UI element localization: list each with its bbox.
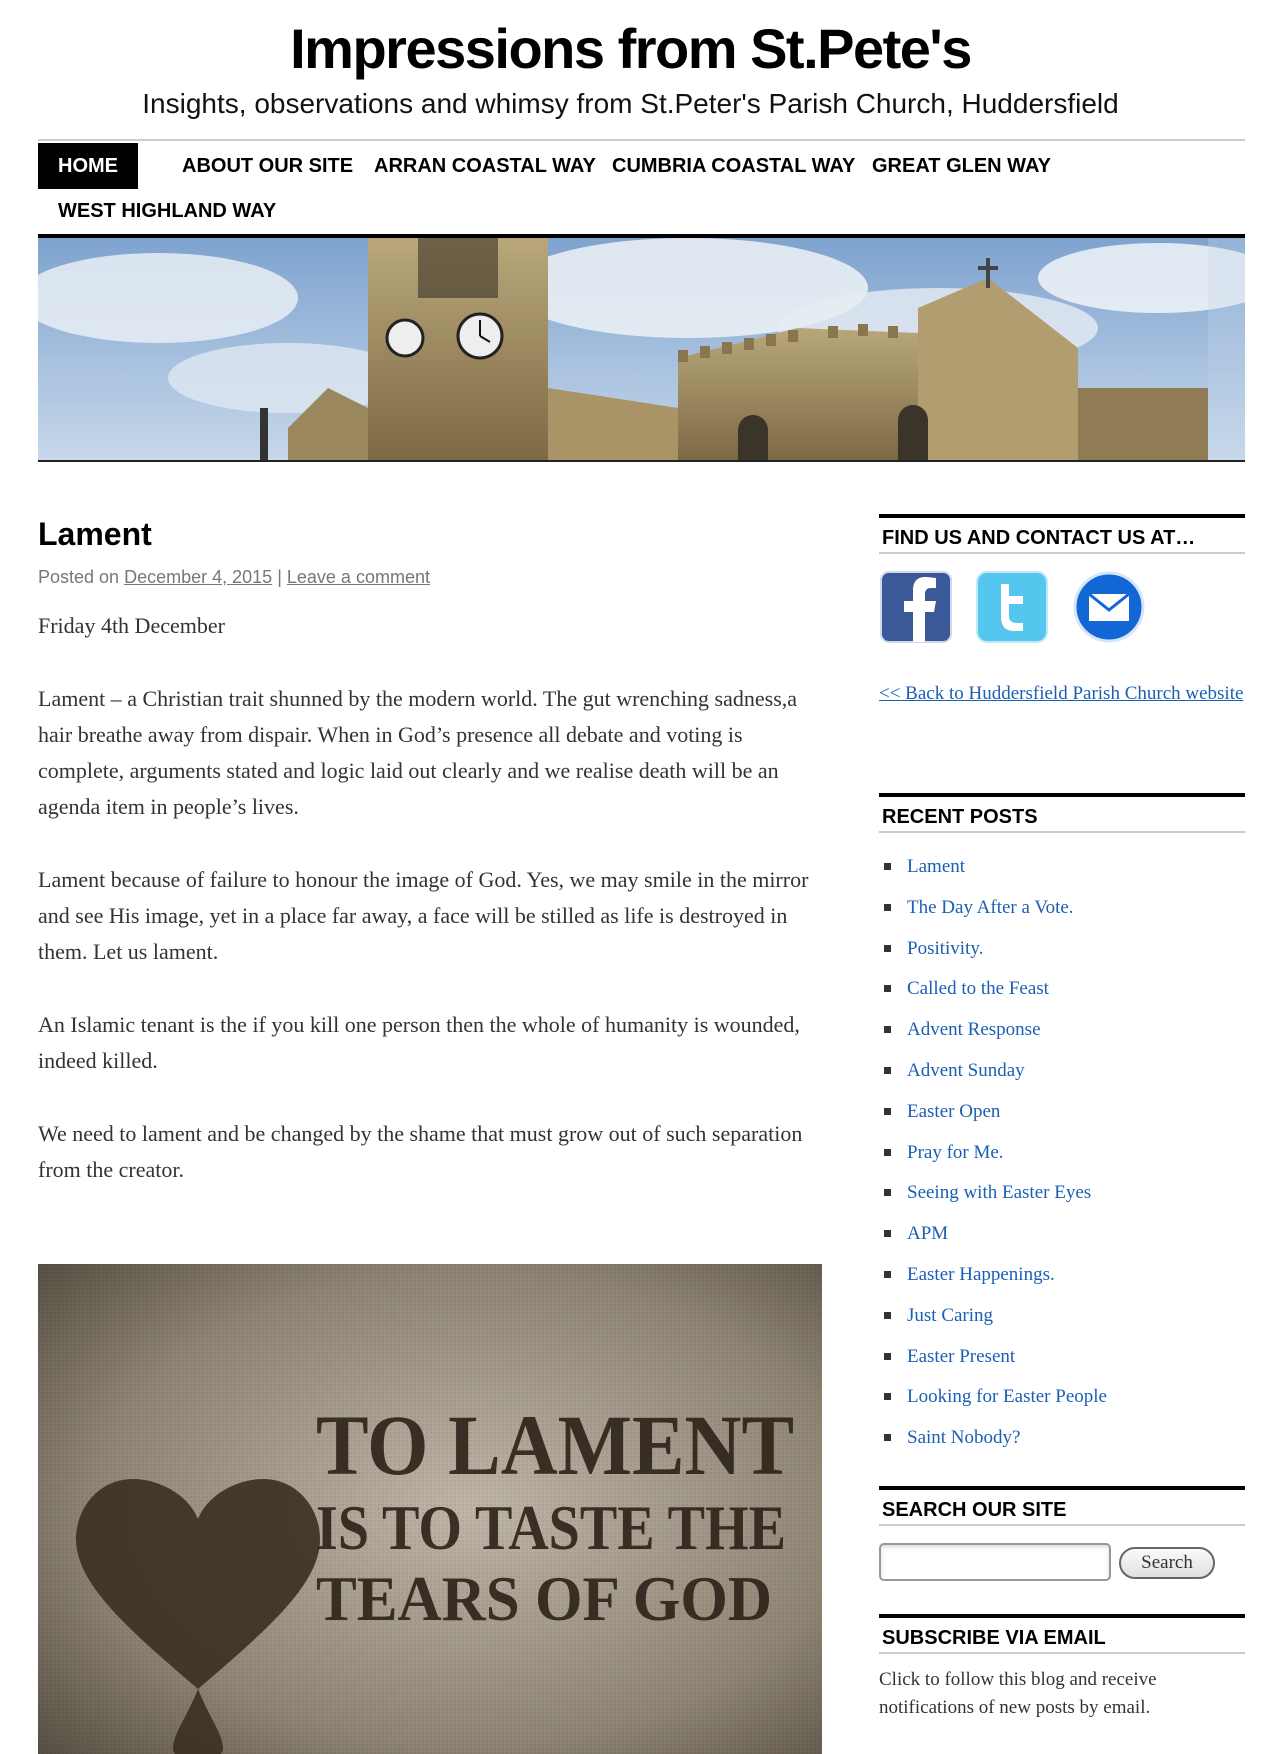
recent-post-link[interactable]: Saint Nobody?	[907, 1427, 1021, 1449]
list-item	[879, 1054, 1245, 1095]
recent-post-link[interactable]: Easter Happenings.	[907, 1263, 1055, 1285]
post-meta-prefix: Posted on	[38, 567, 120, 587]
nav-item-arran-coastal-way[interactable]: ARRAN COASTAL WAY	[374, 155, 596, 177]
recent-post-link[interactable]: Pray for Me.	[907, 1141, 1004, 1163]
recent-post-link[interactable]: Advent Response	[907, 1019, 1041, 1041]
recent-post-link[interactable]: Easter Present	[907, 1345, 1016, 1367]
nav-item-cumbria-coastal-way[interactable]: CUMBRIA COASTAL WAY	[612, 155, 856, 177]
post-paragraph: Friday 4th December	[38, 613, 225, 638]
list-item	[879, 891, 1245, 932]
recent-post-link[interactable]: Seeing with Easter Eyes	[907, 1182, 1092, 1204]
email-icon[interactable]	[1072, 570, 1146, 644]
recent-post-link[interactable]: Advent Sunday	[907, 1059, 1025, 1081]
recent-post-link[interactable]: The Day After a Vote.	[907, 896, 1074, 918]
facebook-icon[interactable]	[879, 570, 953, 644]
recent-post-link[interactable]: Looking for Easter People	[907, 1386, 1107, 1408]
recent-post-link[interactable]: Lament	[907, 856, 966, 877]
post-paragraph: Lament – a Christian trait shunned by the modern world. The gut wrenching sadness,a hair breathe away from dispair. When in God’s presence all debate and voting is complete, arguments stated and logic laid out clearly and we realise death will be an agenda item in people’s lives.	[38, 686, 798, 819]
list-item	[879, 850, 1245, 891]
leave-comment-link[interactable]: Leave a comment	[286, 567, 430, 587]
search-input[interactable]	[879, 1543, 1111, 1581]
list-item	[879, 932, 1245, 973]
site-description: Insights, observations and whimsy from St.Peter's Parish Church, Huddersfield	[142, 88, 1119, 119]
image-caption-line: IS TO TASTE THE	[316, 1492, 786, 1563]
header-divider	[38, 139, 1245, 141]
widget-title-recent-posts: RECENT POSTS	[879, 793, 1245, 833]
list-item	[879, 1176, 1245, 1217]
widget-title-search: SEARCH OUR SITE	[879, 1486, 1245, 1526]
subscribe-description: Click to follow this blog and receive notifications of new posts by email.	[879, 1669, 1157, 1718]
search-button[interactable]: Search	[1119, 1547, 1215, 1579]
post-body	[38, 608, 828, 1225]
widget-title-subscribe: SUBSCRIBE VIA EMAIL	[879, 1614, 1245, 1654]
recent-post-link[interactable]: Easter Open	[907, 1100, 1001, 1122]
list-item	[879, 1258, 1245, 1299]
post-title[interactable]: Lament	[38, 516, 152, 552]
list-item	[879, 1013, 1245, 1054]
list-item	[879, 1340, 1245, 1381]
list-item	[879, 1095, 1245, 1136]
recent-post-link[interactable]: APM	[907, 1223, 949, 1245]
recent-post-link[interactable]: Positivity.	[907, 937, 984, 959]
nav-item-home[interactable]: HOME	[38, 143, 138, 189]
list-item	[879, 1380, 1245, 1421]
nav-item-west-highland-way[interactable]: WEST HIGHLAND WAY	[58, 200, 277, 222]
nav-item-about-our-site[interactable]: ABOUT OUR SITE	[182, 155, 354, 177]
twitter-icon[interactable]	[975, 570, 1049, 644]
list-item	[879, 1421, 1245, 1462]
post-date-link[interactable]: December 4, 2015	[124, 567, 273, 587]
image-caption-line: TEARS OF GOD	[316, 1563, 772, 1634]
site-title[interactable]: Impressions from St.Pete's	[290, 17, 971, 80]
widget-title-contact: FIND US AND CONTACT US AT…	[879, 514, 1245, 554]
post-meta-separator: |	[277, 567, 282, 587]
header-banner-image[interactable]	[38, 238, 1245, 462]
recent-post-link[interactable]: Called to the Feast	[907, 978, 1049, 1000]
lament-image	[38, 1264, 822, 1754]
list-item	[879, 1217, 1245, 1258]
recent-posts-list	[879, 850, 1245, 1462]
list-item	[879, 1136, 1245, 1177]
post-meta	[38, 564, 430, 590]
recent-post-link[interactable]: Just Caring	[907, 1304, 994, 1326]
back-to-parish-church-link[interactable]: << Back to Huddersfield Parish Church website	[879, 683, 1244, 704]
list-item	[879, 1299, 1245, 1340]
post-paragraph: An Islamic tenant is the if you kill one person then the whole of humanity is wounded, indeed killed.	[38, 1012, 800, 1073]
image-caption-line: TO LAMENT	[316, 1397, 794, 1493]
post-paragraph: Lament because of failure to honour the image of God. Yes, we may smile in the mirror and see His image, yet in a place far away, a face will be stilled as life is destroyed in them. Let us lament.	[38, 867, 809, 964]
list-item	[879, 972, 1245, 1013]
post-paragraph: We need to lament and be changed by the shame that must grow out of such separation from the creator.	[38, 1121, 803, 1182]
nav-item-great-glen-way[interactable]: GREAT GLEN WAY	[872, 155, 1051, 177]
